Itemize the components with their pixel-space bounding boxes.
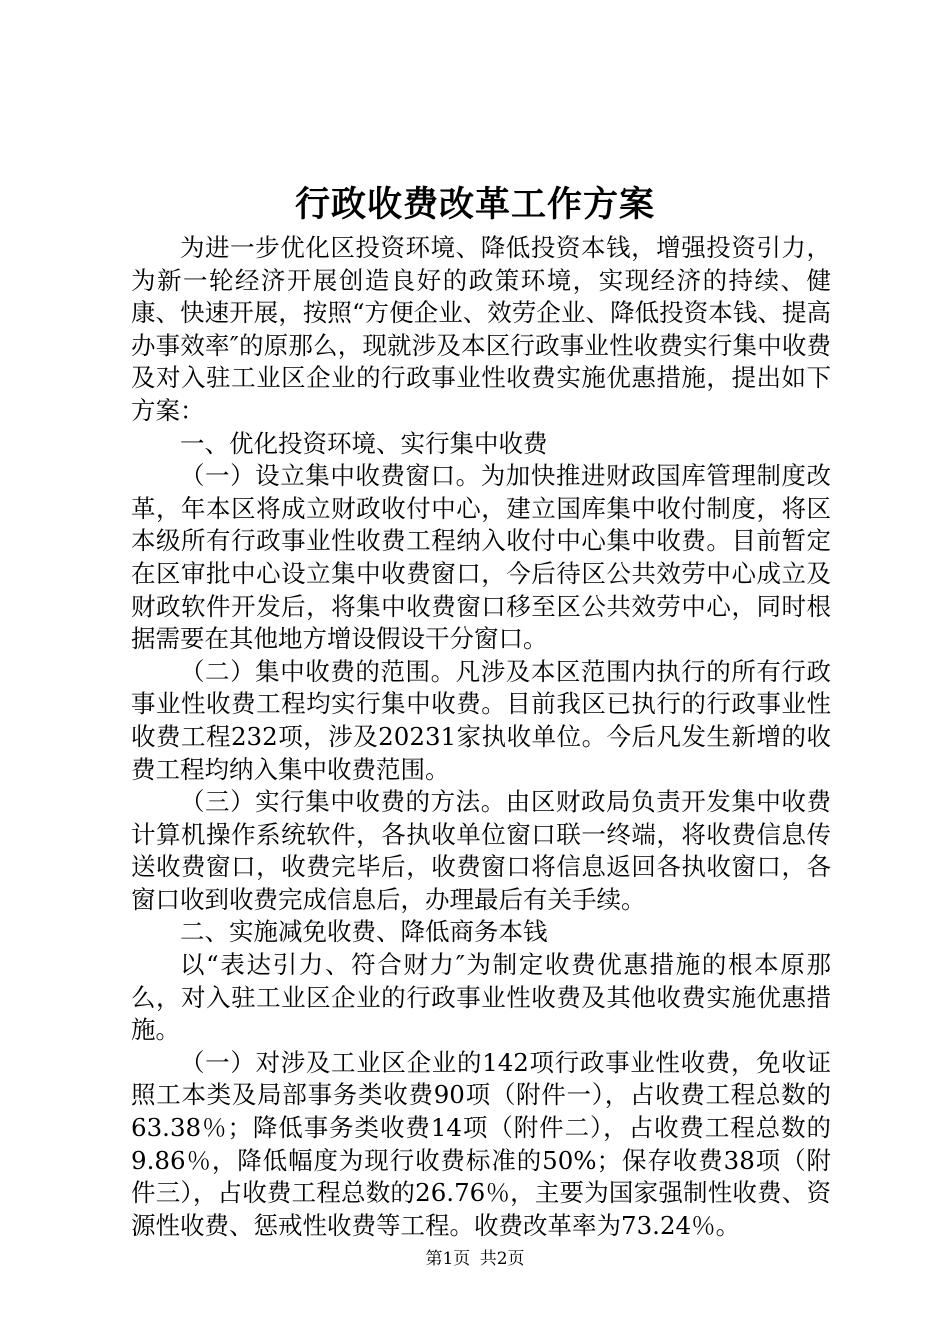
paragraph-1-2: （二）集中收费的范围。凡涉及本区范围内执行的所有行政事业性收费工程均实行集中收费。目前我区已执行的行政事业性收费工程232项，涉及20231家执收单位。今后凡发生新增的收费工程均纳入集中收费范围。: [131, 656, 831, 784]
paragraph-1-1: （一）设立集中收费窗口。为加快推进财政国库管理制度改革，年本区将成立财政收付中心，建立国库集中收付制度，将区本级所有行政事业性收费工程纳入收付中心集中收费。目前暂定在区审批中心设立集中收费窗口，今后待区公共效劳中心成立及财政软件开发后，将集中收费窗口移至区公共效劳中心，同时根据需要在其他地方增设假设干分窗口。: [131, 461, 831, 654]
paragraph-intro: 为进一步优化区投资环境、降低投资本钱，增强投资引力，为新一轮经济开展创造良好的政策环境，实现经济的持续、健康、快速开展，按照“方便企业、效劳企业、降低投资本钱、提高办事效率″的原那么，现就涉及本区行政事业性收费实行集中收费及对入驻工业区企业的行政事业性收费实施优惠措施，提出如下方案：: [131, 233, 831, 425]
section-heading-2: 二、实施减免收费、降低商务本钱: [180, 917, 548, 947]
page-footer: [0, 1248, 950, 1270]
paragraph-2-intro: 以“表达引力、符合财力″为制定收费优惠措施的根本原那么，对入驻工业区企业的行政事业性收费及其他收费实施优惠措施。: [131, 950, 831, 1045]
paragraph-1-3: （三）实行集中收费的方法。由区财政局负责开发集中收费计算机操作系统软件，各执收单位窗口联一终端，将收费信息传送收费窗口，收费完毕后，收费窗口将信息返回各执收窗口，各窗口收到收费完成信息后，办理最后有关手续。: [131, 787, 831, 914]
section-heading-1: 一、优化投资环境、实行集中收费: [180, 428, 548, 458]
document-title: 行政收费改革工作方案: [294, 184, 655, 225]
page-number: 第1页: [425, 1249, 471, 1269]
page-total: 共2页: [479, 1249, 525, 1269]
paragraph-2-1: （一）对涉及工业区企业的142项行政事业性收费，免收证照工本类及局部事务类收费90项（附件一），占收费工程总数的63.38％；降低事务类收费14项（附件二），占收费工程总数的9.86％，降低幅度为现行收费标准的50%；保存收费38项（附件三），占收费工程总数的26.76％，主要为国家强制性收费、资源性收费、惩戒性收费等工程。收费改革率为73.24％。: [131, 1047, 831, 1240]
document-body: [131, 232, 831, 1242]
